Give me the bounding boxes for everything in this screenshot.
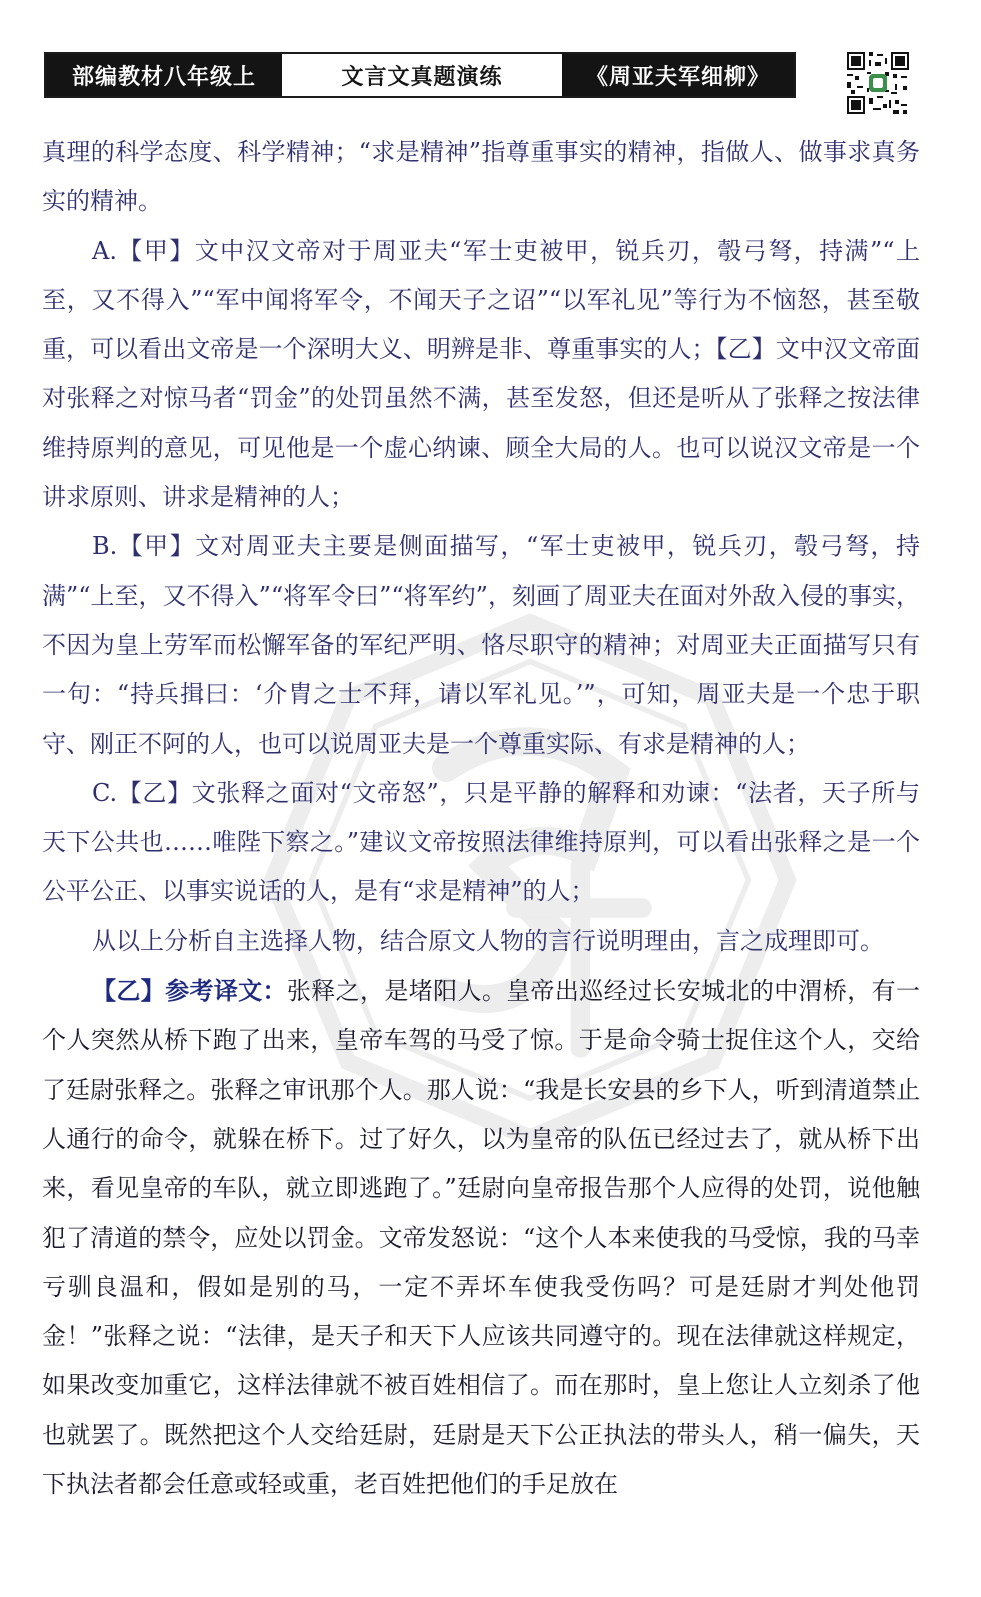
paragraph-option-b: B.【甲】文对周亚夫主要是侧面描写，“军士吏被甲，锐兵刃，彀弓弩，持满”“上至，又不得入”“将军令曰”“将军约”，刻画了周亚夫在面对外敌入侵的事实，不因为皇上劳军而松懈军备的军纪严明、恪尽职守的精神；对周亚夫正面描写只有一句：“持兵揖曰：‘介胄之士不拜，请以军礼见。’”，可知，周亚夫是一个忠于职守、刚正不阿的人，也可以说周亚夫是一个尊重实际、有求是精神的人； xyxy=(42,532,920,758)
paragraph-option-c: C.【乙】文张释之面对“文帝怒”，只是平静的解释和劝谏：“法者，天子所与天下公共也……唯陛下察之。”建议文帝按照法律维持原判，可以看出张释之是一个公平公正、以事实说话的人，是有“求是精神”的人； xyxy=(42,778,920,906)
translation-body: 张释之，是堵阳人。皇帝出巡经过长安城北的中渭桥，有一个人突然从桥下跑了出来，皇帝车驾的马受了惊。于是命令骑士捉住这个人，交给了廷尉张释之。张释之审讯那个人。那人说：“我是长安县的乡下人，听到清道禁止人通行的命令，就躲在桥下。过了好久，以为皇帝的队伍已经过去了，就从桥下出来，看见皇帝的车队，就立即逃跑了。”廷尉向皇帝报告那个人应得的处罚，说他触犯了清道的禁令，应处以罚金。文帝发怒说：“这个人本来使我的马受惊，我的马幸亏驯良温和，假如是别的马，一定不弄坏车使我受伤吗？可是廷尉才判处他罚金！”张释之说：“法律，是天子和天下人应该共同遵守的。现在法律就这样规定，如果改变加重它，这样法律就不被百姓相信了。而在那时，皇上您让人立刻杀了他也就罢了。既然把这个人交给廷尉，廷尉是天下公正执法的带头人，稍一偏失，天下执法者都会任意或轻或重，老百姓把他们的手足放在 xyxy=(42,977,921,1499)
translation-label: 【乙】参考译文： xyxy=(92,976,287,1006)
header-section-title: 文言文真题演练 xyxy=(282,54,562,96)
qr-code-icon xyxy=(845,50,911,116)
header-grade-label: 部编教材八年级上 xyxy=(46,54,282,96)
paragraph-translation xyxy=(42,966,920,1509)
page-body xyxy=(42,128,920,1509)
paragraph-option-a: A.【甲】文中汉文帝对于周亚夫“军士吏被甲，锐兵刃，彀弓弩，持满”“上至，又不得入”“军中闻将军令，不闻天子之诏”“以军礼见”等行为不恼怒，甚至敬重，可以看出文帝是一个深明大义、明辨是非、尊重事实的人；【乙】文中汉文帝面对张释之对惊马者“罚金”的处罚虽然不满，甚至发怒，但还是听从了张释之按法律维持原判的意见，可见他是一个虚心纳谏、顾全大局的人。也可以说汉文帝是一个讲求原则、讲求是精神的人； xyxy=(42,236,920,512)
paragraph-summary: 从以上分析自主选择人物，结合原文人物的言行说明理由，言之成理即可。 xyxy=(92,926,884,955)
header-bar xyxy=(44,52,796,98)
paragraph-continuation: 真理的科学态度、科学精神；“求是精神”指尊重事实的精神，指做人、做事求真务实的精神。 xyxy=(42,138,920,216)
header-lesson-title: 《周亚夫军细柳》 xyxy=(562,54,794,96)
